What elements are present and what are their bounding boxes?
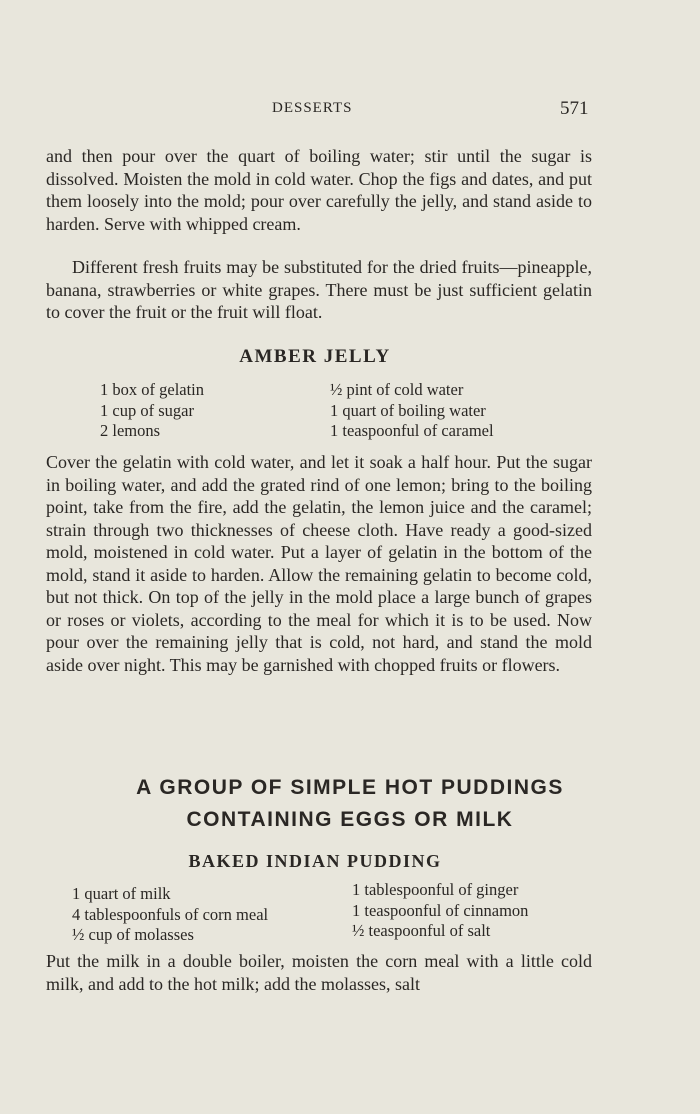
ingredient-item: 1 tablespoonful of ginger xyxy=(352,880,519,899)
ingredients-right-indian-pudding xyxy=(352,880,528,942)
running-title: DESSERTS xyxy=(272,100,353,116)
section-heading-line-2: CONTAINING EGGS OR MILK xyxy=(186,808,514,831)
ingredient-item: 1 teaspoonful of caramel xyxy=(330,421,494,440)
recipe-title-baked-indian-pudding: BAKED INDIAN PUDDING xyxy=(188,851,442,871)
ingredient-item: 1 teaspoonful of cinnamon xyxy=(352,900,529,920)
ingredient-item: ½ cup of molasses xyxy=(72,925,194,944)
ingredient-item: 1 quart of milk xyxy=(72,884,171,903)
ingredient-item: ½ teaspoonful of salt xyxy=(352,921,491,940)
paragraph-substitution: Different fresh fruits may be substituted for the dried fruits—pineapple, banana, strawberries or white grapes. There must be just sufficient gelatin to cover the fruit or the fruit will float. xyxy=(46,257,592,322)
ingredient-item: 1 cup of sugar xyxy=(100,400,194,420)
recipe-method-indian-pudding: Put the milk in a double boiler, moisten the corn meal with a little cold milk, and add to the hot milk; add the molasses, salt xyxy=(46,951,592,994)
ingredient-item: 1 box of gelatin xyxy=(100,380,205,399)
page-number: 571 xyxy=(560,98,589,119)
running-head xyxy=(0,98,700,122)
paragraph-continuation: and then pour over the quart of boiling water; stir until the sugar is dissolved. Moisten the mold in cold water. Chop the figs and dates, and put them loosely into the mold; pour over carefully the jelly, and stand aside to harden. Serve with whipped cream. xyxy=(46,146,592,234)
ingredient-item: 2 lemons xyxy=(100,421,161,440)
section-heading-line-1: A GROUP OF SIMPLE HOT PUDDINGS xyxy=(136,776,564,799)
recipe-method-amber-jelly: Cover the gelatin with cold water, and let it soak a half hour. Put the sugar in boiling water, and add the grated rind of one lemon; bring to the boiling point, take from the fire, add the gelatin, the lemon juice and the caramel; strain through two thicknesses of cheese cloth. Have ready a good-sized mold, moistened in cold water. Put a layer of gelatin in the bottom of the mold, stand it aside to harden. Allow the remaining gelatin to become cold, but not thick. On top of the jelly in the mold place a large bunch of grapes or roses or violets, according to the meal for which it is to be used. Now pour over the remaining jelly that is cold, not hard, and stand the mold aside over night. This may be garnished with chopped fruits or flowers. xyxy=(46,452,592,675)
ingredient-item: 4 tablespoonfuls of corn meal xyxy=(72,904,269,924)
section-heading xyxy=(40,772,660,836)
ingredients-left-indian-pudding xyxy=(72,884,268,946)
ingredient-item: ½ pint of cold water xyxy=(330,380,464,399)
ingredient-item: 1 quart of boiling water xyxy=(330,400,486,420)
ingredients-left-amber-jelly xyxy=(100,380,204,442)
recipe-title-amber-jelly: AMBER JELLY xyxy=(239,346,391,367)
ingredients-right-amber-jelly xyxy=(330,380,494,442)
